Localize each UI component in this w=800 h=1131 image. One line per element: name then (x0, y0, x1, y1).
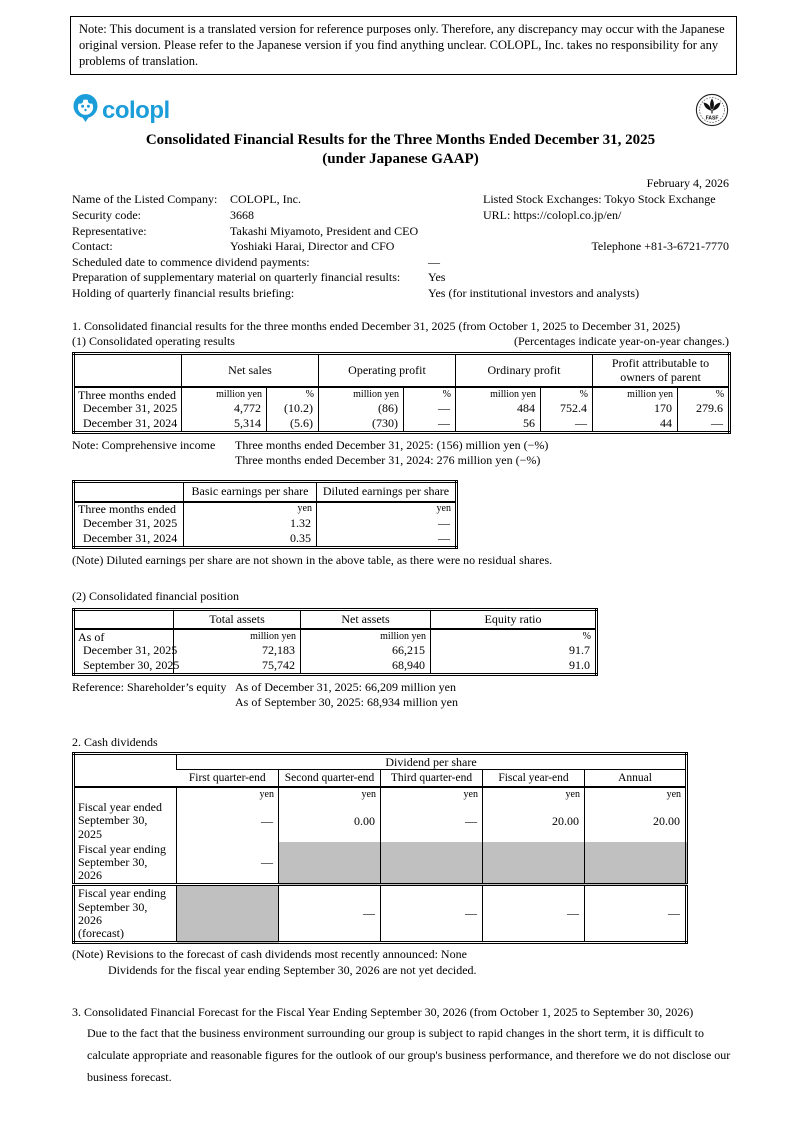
company-info-row (72, 224, 729, 240)
corner-cell (74, 610, 174, 630)
translation-notice-box (70, 16, 737, 75)
fasf-seal-icon (695, 93, 729, 131)
section2-heading: 2. Cash dividends (72, 734, 158, 749)
value-cell: 72,183 (174, 643, 301, 658)
page-title-line2: (under Japanese GAAP) (322, 151, 479, 168)
value-cell: ― (541, 416, 593, 433)
column-header: Ordinary profit (456, 354, 593, 387)
unit-cell: million yen (182, 387, 267, 401)
value-cell: ― (585, 885, 687, 943)
value-cell: 279.6 (678, 401, 730, 416)
value-cell: ― (381, 800, 483, 842)
section1-sub-left: (1) Consolidated operating results (72, 334, 235, 348)
value-cell: 170 (593, 401, 678, 416)
table-row (74, 885, 687, 943)
row-label: Three months ended (78, 502, 176, 517)
table-row (74, 401, 730, 416)
comprehensive-income-label: Note: Comprehensive income (72, 438, 216, 453)
comprehensive-income-line: Three months ended December 31, 2025: (156) million yen (−%) (235, 438, 549, 453)
colopl-logo-text: colopl (102, 96, 170, 124)
value-cell: 20.00 (483, 800, 585, 842)
value-cell: ― (279, 885, 381, 943)
column-header: Equity ratio (431, 610, 597, 630)
value-cell: (730) (319, 416, 404, 433)
section2-1-heading: (2) Consolidated financial position (72, 589, 239, 604)
value-cell: 56 (456, 416, 541, 433)
row-label: As of (78, 629, 105, 644)
representative-label: Representative: (72, 223, 147, 238)
row-label: December 31, 2025 (83, 401, 178, 416)
row-label: December 31, 2025 (83, 515, 178, 530)
table-row (74, 800, 687, 842)
unit-cell: % (541, 387, 593, 401)
value-cell-shaded (585, 842, 687, 885)
value-cell: ― (177, 842, 279, 885)
value-cell: 91.0 (431, 658, 597, 675)
value-cell: ― (177, 800, 279, 842)
value-cell: (5.6) (267, 416, 319, 433)
unit-cell: % (404, 387, 456, 401)
fasf-seal-label: FASF (705, 115, 719, 122)
row-label: Fiscal year ended September 30, 2025 (78, 800, 162, 841)
unit-cell: % (267, 387, 319, 401)
header-logo-row (72, 93, 729, 129)
table-row (74, 516, 457, 531)
value-cell: ― (381, 885, 483, 943)
unit-cell: yen (279, 787, 381, 800)
security-code-value: 3668 (230, 208, 254, 223)
row-label: December 31, 2025 (83, 643, 178, 658)
cash-dividends-table (72, 752, 688, 944)
telephone-text: Telephone +81-3-6721-7770 (591, 239, 729, 254)
unit-cell: million yen (319, 387, 404, 401)
column-header: Second quarter-end (279, 770, 381, 788)
shareholders-equity-label: Reference: Shareholder’s equity (72, 680, 227, 695)
company-info-row (72, 255, 729, 271)
release-date: February 4, 2026 (646, 176, 729, 191)
page-title-line1: Consolidated Financial Results for the Three Months Ended December 31, 2025 (145, 132, 656, 148)
value-cell: (10.2) (267, 401, 319, 416)
earnings-per-share-table (72, 480, 458, 548)
table-row (74, 387, 730, 401)
balloon-icon (72, 93, 99, 130)
corner-cell (74, 354, 182, 387)
value-cell-shaded (483, 842, 585, 885)
value-cell: 0.35 (184, 531, 317, 548)
column-header: Net assets (301, 610, 431, 630)
unit-cell: yen (317, 502, 457, 516)
corner-cell (74, 482, 184, 502)
column-header: Profit attributable to owners of parent (593, 354, 730, 387)
dividend-payment-date-value: ― (428, 254, 440, 269)
value-cell: 5,314 (182, 416, 267, 433)
company-info-row (72, 270, 729, 286)
comprehensive-income-note (72, 438, 729, 467)
table-row (74, 658, 597, 675)
unit-cell: % (431, 629, 597, 643)
shareholders-equity-line: As of December 31, 2025: 66,209 million yen (235, 680, 456, 695)
section1-sub-right: (Percentages indicate year-on-year changes.) (514, 334, 729, 348)
value-cell: 1.32 (184, 516, 317, 531)
table-row (74, 629, 597, 643)
financial-position-table (72, 608, 598, 676)
dividend-notes (72, 947, 729, 978)
row-label: December 31, 2024 (83, 530, 178, 545)
value-cell: ― (317, 516, 457, 531)
section3-body: Due to the fact that the business environment surrounding our group is subject to rapid changes in the short term, it is difficult to calculate appropriate and reasonable figures for the outlook of our group's business performance, and therefore we do not disclose our business forecast. (87, 1025, 731, 1085)
column-header: Total assets (174, 610, 301, 630)
contact-label: Contact: (72, 239, 113, 254)
unit-cell: million yen (301, 629, 431, 643)
value-cell: ― (678, 416, 730, 433)
table-row (74, 787, 687, 800)
table-row (74, 754, 687, 770)
supplementary-material-label: Preparation of supplementary material on quarterly financial results: (72, 270, 401, 285)
dividend-payment-date-label: Scheduled date to commence dividend payments: (72, 254, 310, 269)
table-row (74, 842, 687, 885)
company-info-row (72, 208, 729, 224)
table-row (74, 482, 457, 502)
representative-value: Takashi Miyamoto, President and CEO (230, 223, 419, 238)
dividend-note-line: Dividends for the fiscal year ending September 30, 2026 are not yet decided. (108, 962, 477, 977)
unit-cell: yen (184, 502, 317, 516)
value-cell: 44 (593, 416, 678, 433)
value-cell: 91.7 (431, 643, 597, 658)
value-cell: 75,742 (174, 658, 301, 675)
results-briefing-label: Holding of quarterly financial results briefing: (72, 286, 295, 301)
value-cell: 4,772 (182, 401, 267, 416)
company-info-row (72, 286, 729, 302)
value-cell: ― (483, 885, 585, 943)
table-row (74, 610, 597, 630)
eps-note: (Note) Diluted earnings per share are not shown in the above table, as there were no residual shares. (72, 552, 553, 567)
column-header: Net sales (182, 354, 319, 387)
unit-cell: million yen (593, 387, 678, 401)
row-label: Fiscal year ending September 30, 2026 (forecast) (74, 885, 177, 943)
company-name-value: COLOPL, Inc. (230, 192, 301, 207)
table-row (74, 502, 457, 516)
security-code-label: Security code: (72, 208, 141, 223)
row-label: September 30, 2025 (83, 658, 180, 673)
unit-cell: yen (177, 787, 279, 800)
column-header: Diluted earnings per share (317, 482, 457, 502)
unit-cell: yen (585, 787, 687, 800)
row-label (74, 787, 177, 800)
value-cell: ― (317, 531, 457, 548)
company-info-row (72, 239, 729, 255)
unit-cell: million yen (174, 629, 301, 643)
corner-cell (74, 754, 177, 788)
value-cell: 66,215 (301, 643, 431, 658)
column-header: Operating profit (319, 354, 456, 387)
company-info-block (72, 192, 729, 301)
column-header: Annual (585, 770, 687, 788)
unit-cell: % (678, 387, 730, 401)
row-label: December 31, 2024 (83, 416, 178, 431)
shareholders-equity-reference (72, 680, 729, 709)
value-cell: 484 (456, 401, 541, 416)
results-briefing-value: Yes (for institutional investors and analysts) (428, 286, 640, 301)
translation-notice-text: Note: This document is a translated version for reference purposes only. Therefore, any discrepancy may occur with the Japanese original version. Please refer to the Japanese version if you find anything unclear. COLOPL, Inc. takes no responsibility for any problems of translation. (79, 22, 725, 68)
table-row (74, 354, 730, 387)
operating-results-table (72, 352, 731, 434)
column-header: Basic earnings per share (184, 482, 317, 502)
contact-value: Yoshiaki Harai, Director and CFO (230, 239, 395, 254)
value-cell-shaded (177, 885, 279, 943)
value-cell: (86) (319, 401, 404, 416)
value-cell: 0.00 (279, 800, 381, 842)
value-cell: ― (404, 401, 456, 416)
table-row (74, 643, 597, 658)
company-name-label: Name of the Listed Company: (72, 192, 218, 207)
dividend-span-header: Dividend per share (177, 754, 687, 770)
column-header: Fiscal year-end (483, 770, 585, 788)
value-cell: 20.00 (585, 800, 687, 842)
value-cell: 68,940 (301, 658, 431, 675)
value-cell: ― (404, 416, 456, 433)
unit-cell: yen (381, 787, 483, 800)
value-cell-shaded (279, 842, 381, 885)
stock-exchange-text: Listed Stock Exchanges: Tokyo Stock Exchange (483, 192, 716, 207)
shareholders-equity-line: As of September 30, 2025: 68,934 million yen (235, 695, 458, 710)
column-header: First quarter-end (177, 770, 279, 788)
company-url-text: URL: https://colopl.co.jp/en/ (483, 208, 622, 223)
colopl-logo (72, 93, 170, 130)
unit-cell: yen (483, 787, 585, 800)
company-info-row (72, 192, 729, 208)
table-row (74, 416, 730, 433)
section1-heading: 1. Consolidated financial results for the three months ended December 31, 2025 (from October 1, 2025 to December 31, 2025) (72, 318, 681, 333)
section3-heading: 3. Consolidated Financial Forecast for the Fiscal Year Ending September 30, 2026 (from October 1, 2025 to September 30, 2026) (72, 1005, 694, 1020)
value-cell: 752.4 (541, 401, 593, 416)
supplementary-material-value: Yes (428, 270, 446, 285)
table-row (74, 531, 457, 548)
row-label: Fiscal year ending September 30, 2026 (78, 841, 166, 883)
dividend-note-line: (Note) Revisions to the forecast of cash dividends most recently announced: None (72, 947, 467, 962)
row-label: Three months ended (78, 387, 176, 402)
page-title (72, 131, 729, 169)
value-cell-shaded (381, 842, 483, 885)
unit-cell: million yen (456, 387, 541, 401)
comprehensive-income-line: Three months ended December 31, 2024: 276 million yen (−%) (235, 452, 541, 467)
column-header: Third quarter-end (381, 770, 483, 788)
section1-subheading-row (72, 334, 729, 349)
section3 (72, 1005, 729, 1088)
